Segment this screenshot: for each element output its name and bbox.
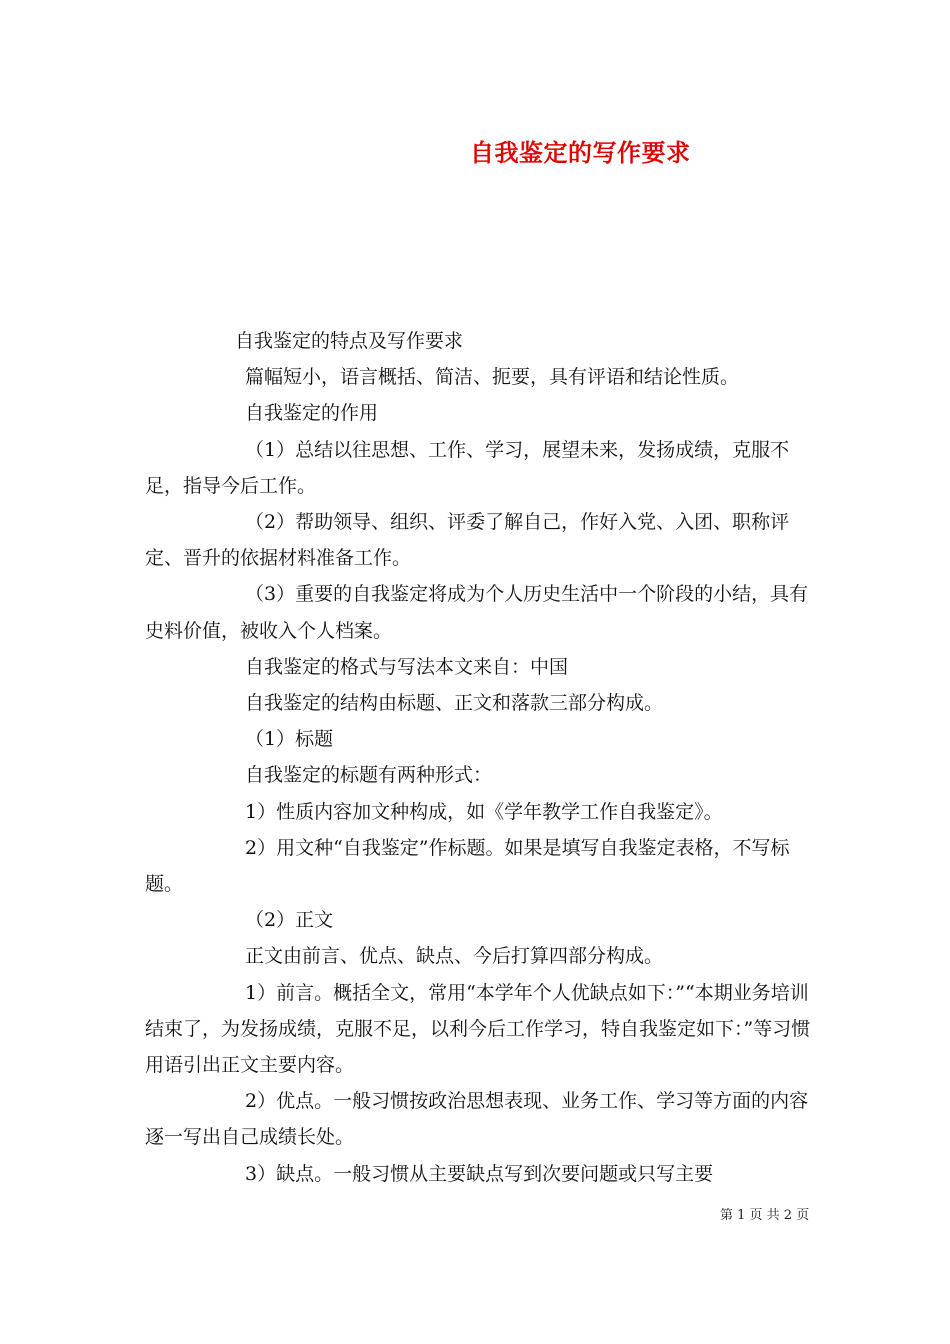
paragraph-structure: 自我鉴定的结构由标题、正文和落款三部分构成。 [245, 692, 664, 715]
subheading-title: （1）标题 [245, 728, 334, 751]
paragraph-purpose-3: （3）重要的自我鉴定将成为个人历史生活中一个阶段的小结，具有史料价值，被收入个人档案。 [145, 583, 809, 642]
paragraph-title-forms: 自我鉴定的标题有两种形式： [245, 764, 493, 787]
paragraph-preface: 1）前言。概括全文，常用“本学年个人优缺点如下：”“本期业务培训结束了，为发扬成绩，克服不足，以利今后工作学习，特自我鉴定如下：”等习惯用语引出正文主要内容。 [145, 981, 811, 1077]
paragraph-title-form-2: 2）用文种“自我鉴定”作标题。如果是填写自我鉴定表格，不写标题。 [145, 836, 790, 896]
subheading-body: （2）正文 [245, 909, 334, 932]
document-body [145, 323, 825, 1192]
paragraph-features: 篇幅短小，语言概括、简洁、扼要，具有评语和结论性质。 [245, 366, 740, 389]
page-number: 第 1 页 共 2 页 [720, 1208, 810, 1223]
paragraph-weaknesses: 3）缺点。一般习惯从主要缺点写到次要问题或只写主要 [245, 1162, 714, 1185]
section-heading-features: 自我鉴定的特点及写作要求 [235, 330, 464, 352]
paragraph-body-parts: 正文由前言、优点、缺点、今后打算四部分构成。 [245, 945, 664, 968]
paragraph-title-form-1: 1）性质内容加文种构成，如《学年教学工作自我鉴定》。 [245, 800, 723, 823]
section-heading-format: 自我鉴定的格式与写法本文来自：中国 [245, 655, 569, 678]
paragraph-strengths: 2）优点。一般习惯按政治思想表现、业务工作、学习等方面的内容逐一写出自己成绩长处。 [145, 1090, 809, 1149]
paragraph-purpose-1: （1）总结以往思想、工作、学习，展望未来，发扬成绩，克服不足，指导今后工作。 [145, 438, 790, 497]
document-title: 自我鉴定的写作要求 [470, 138, 691, 167]
paragraph-purpose-2: （2）帮助领导、组织、评委了解自己，作好入党、入团、职称评定、晋升的依据材料准备工作。 [145, 511, 790, 570]
section-heading-purpose: 自我鉴定的作用 [245, 402, 379, 425]
